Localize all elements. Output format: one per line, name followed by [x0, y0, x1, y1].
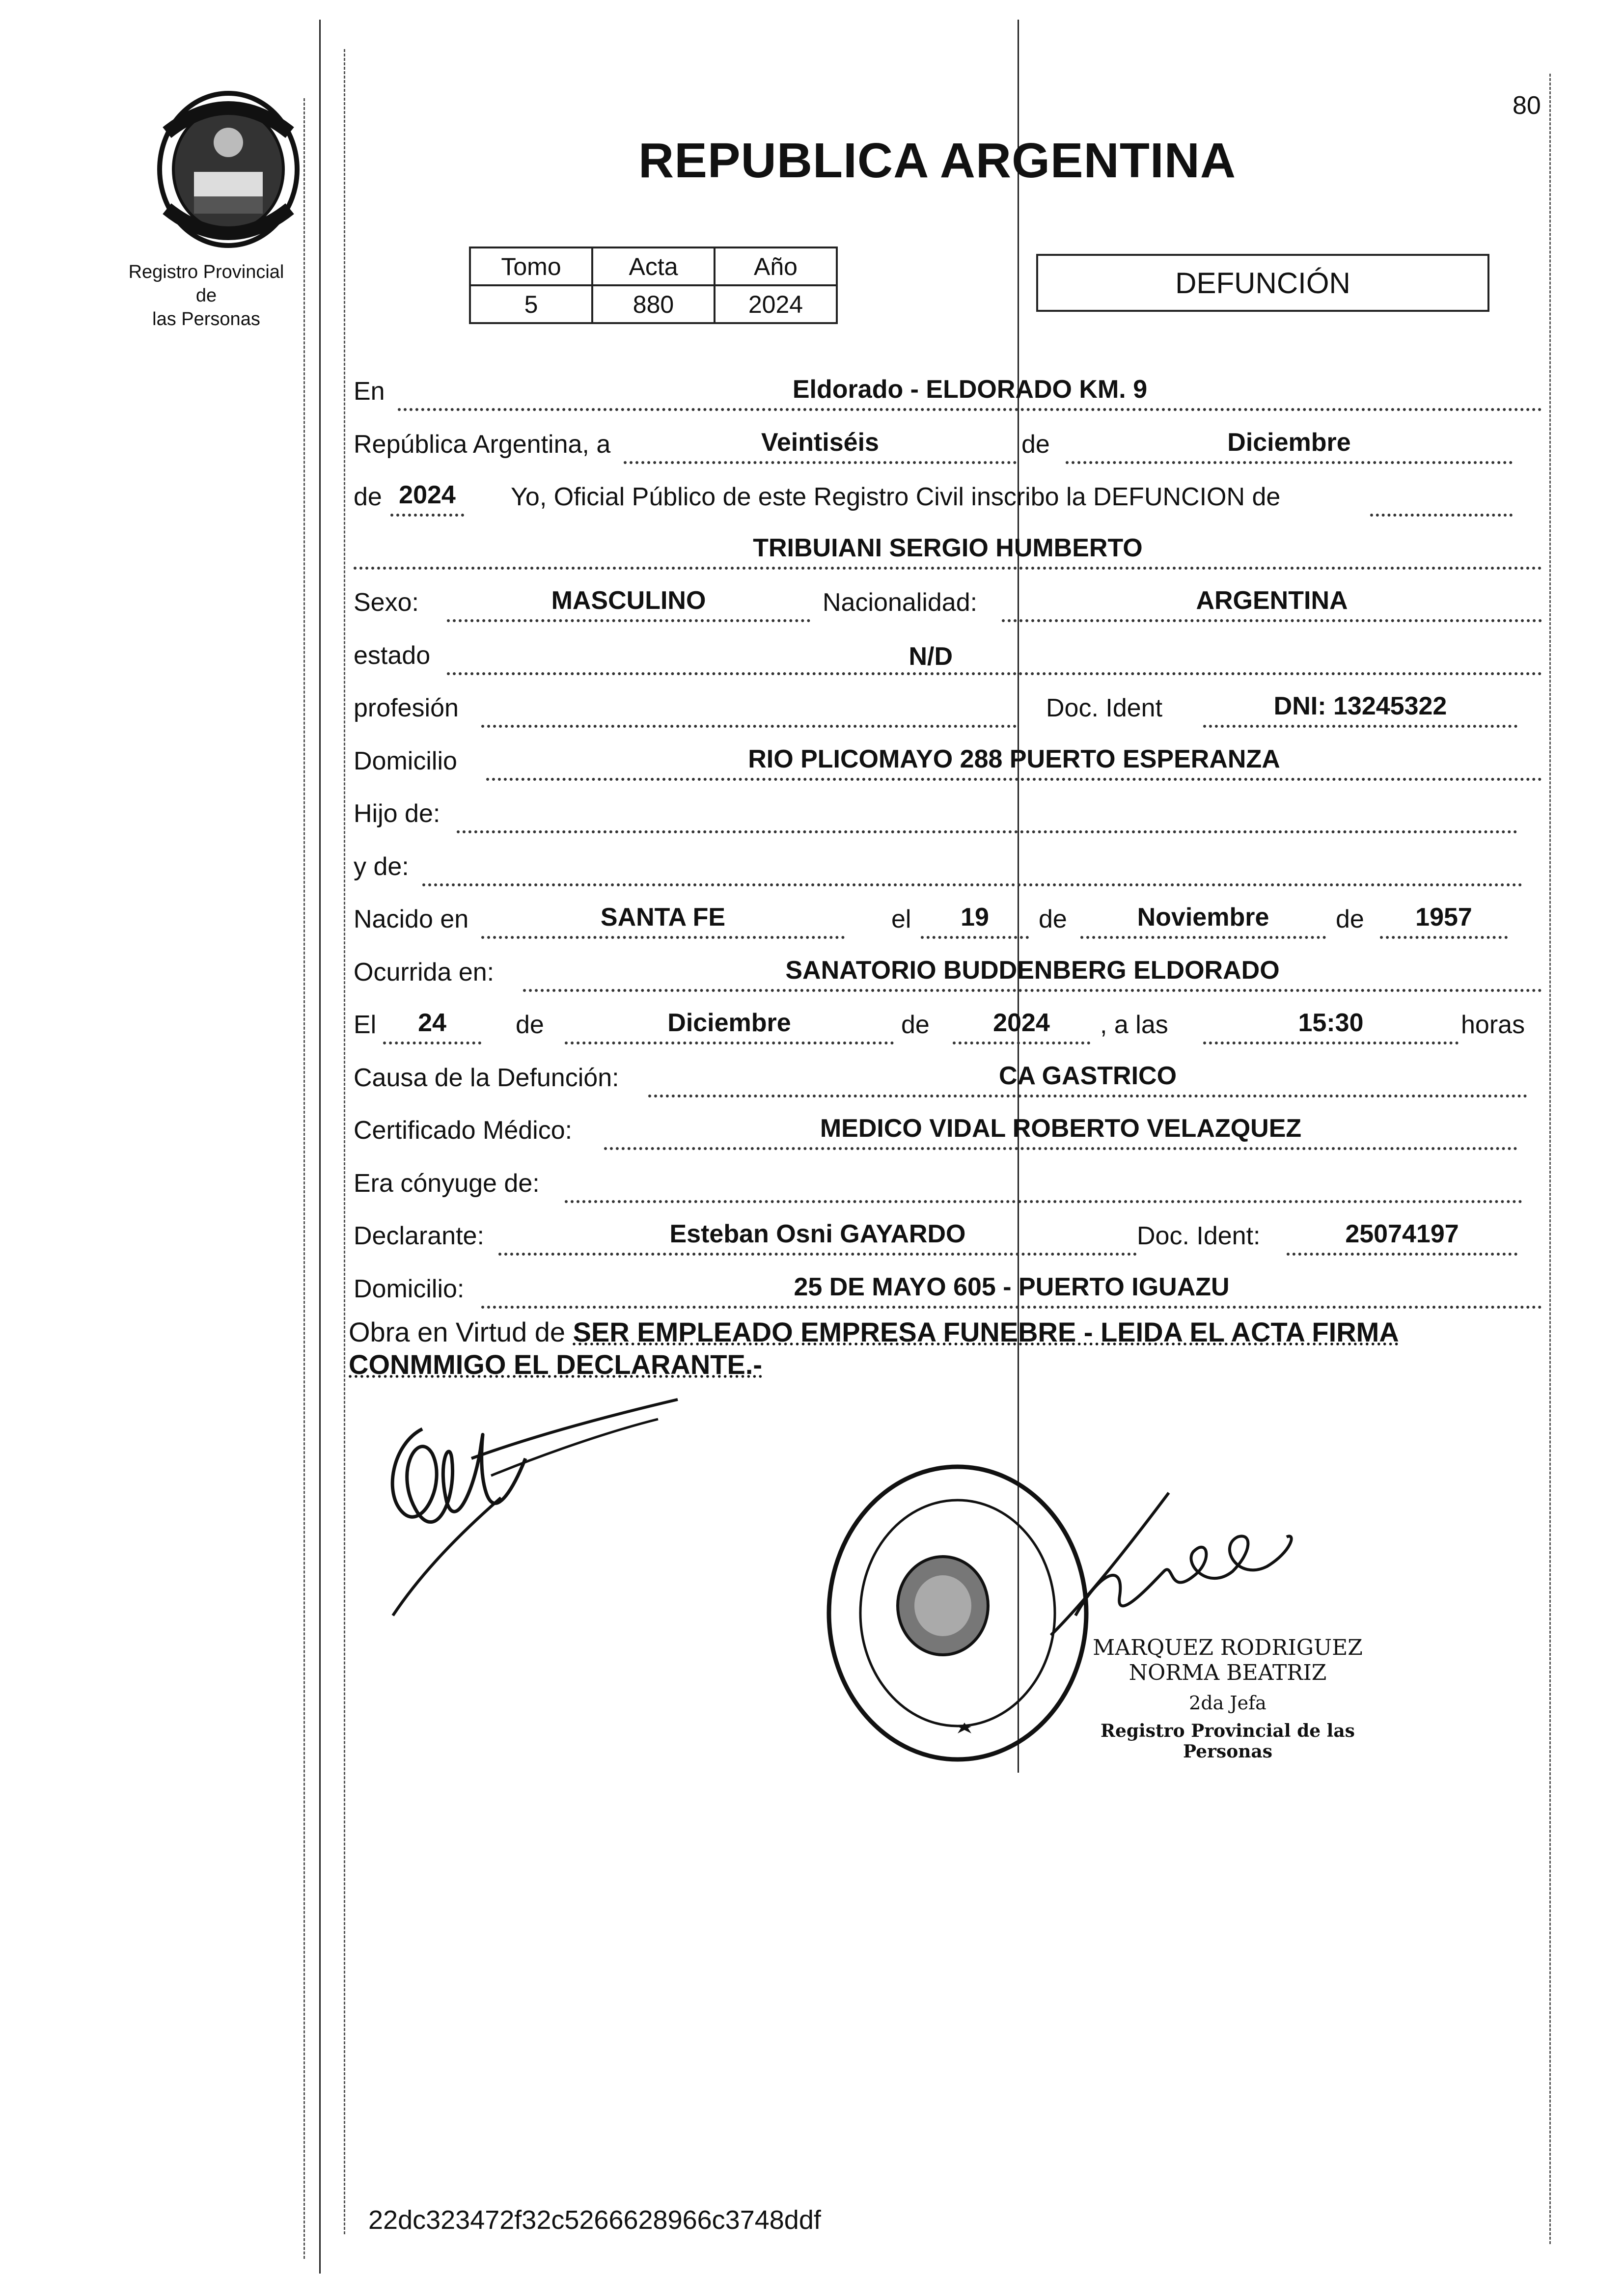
row-conyuge	[349, 1158, 1547, 1207]
field-nacido-mes: Noviembre	[1080, 902, 1326, 939]
label-hijo-de: Hijo de:	[354, 799, 440, 828]
row-oficial	[349, 471, 1547, 521]
misiones-coat-of-arms-logo	[147, 88, 309, 250]
field-conyuge	[565, 1166, 1522, 1203]
label-doc-ident-declarante: Doc. Ident:	[1137, 1222, 1261, 1250]
official-signature-block	[1056, 1635, 1400, 1762]
label-causa: Causa de la Defunción:	[354, 1064, 619, 1092]
label-ocurrida-en: Ocurrida en:	[354, 958, 495, 987]
left-margin-dashed-line-2	[344, 49, 345, 2234]
record-value-tomo: 5	[470, 285, 592, 323]
field-declarante: Esteban Osni GAYARDO	[498, 1218, 1137, 1256]
record-value-acta: 880	[592, 285, 715, 323]
field-doc-ident: DNI: 13245322	[1203, 690, 1517, 728]
label-yo-oficial: Yo, Oficial Público de este Registro Civil inscribo la DEFUNCION de	[511, 483, 1281, 511]
right-margin-dashed-line	[1549, 74, 1551, 2244]
field-estado: N/D	[447, 641, 1542, 675]
field-obra: SER EMPLEADO EMPRESA FUNEBRE - LEIDA EL ACTA FIRMA CONMMIGO EL DECLARANTE.-	[349, 1316, 1399, 1380]
record-table-header-row	[470, 247, 837, 285]
label-conyuge: Era cónyuge de:	[354, 1169, 540, 1198]
registry-label-line2: las Personas	[152, 309, 260, 329]
field-nombre: TRIBUIANI SERGIO HUMBERTO	[354, 532, 1542, 570]
document-hash: 22dc323472f32c5266628966c3748ddf	[368, 2205, 821, 2235]
record-table-value-row	[470, 285, 837, 323]
official-signature	[1046, 1478, 1316, 1640]
record-header-acta: Acta	[592, 247, 715, 285]
official-role: 2da Jefa	[1189, 1692, 1266, 1714]
field-inscribo-blank	[1370, 479, 1513, 517]
label-de-fallecido-anio: de	[901, 1011, 930, 1039]
label-el: El	[354, 1011, 377, 1039]
label-certificado: Certificado Médico:	[354, 1116, 573, 1145]
label-nacido-en: Nacido en	[354, 905, 469, 933]
field-hijo-de	[457, 796, 1517, 833]
label-a-las: , a las	[1100, 1011, 1168, 1039]
field-certificado: MEDICO VIDAL ROBERTO VELAZQUEZ	[604, 1113, 1517, 1150]
left-margin-dashed-line	[303, 98, 305, 2259]
field-declarante-domicilio: 25 DE MAYO 605 - PUERTO IGUAZU	[481, 1271, 1542, 1309]
row-domicilio	[349, 736, 1547, 785]
label-estado: estado	[354, 641, 431, 670]
field-fallecido-mes: Diciembre	[565, 1007, 894, 1044]
label-doc-ident: Doc. Ident	[1046, 694, 1163, 722]
row-domicilio-declarante	[349, 1263, 1547, 1313]
label-de-nacido-anio: de	[1336, 905, 1364, 933]
label-profesion: profesión	[354, 694, 459, 722]
label-nacionalidad: Nacionalidad:	[823, 588, 978, 617]
declarant-signature	[363, 1385, 707, 1640]
record-value-anio: 2024	[715, 285, 837, 323]
row-hijo-de	[349, 788, 1547, 837]
label-domicilio-declarante: Domicilio:	[354, 1275, 465, 1303]
row-lugar	[349, 366, 1547, 415]
official-organization: Registro Provincial de las Personas	[1101, 1721, 1355, 1762]
row-certificado	[349, 1105, 1547, 1154]
label-el-nacido: el	[891, 905, 911, 933]
left-margin-line	[319, 20, 321, 2274]
field-domicilio: RIO PLICOMAYO 288 PUERTO ESPERANZA	[486, 743, 1542, 781]
row-estado	[349, 630, 1547, 679]
obra-en-virtud	[349, 1316, 1537, 1381]
record-header-anio: Año	[715, 247, 837, 285]
label-domicilio: Domicilio	[354, 747, 457, 775]
field-declarante-doc: 25074197	[1287, 1218, 1517, 1256]
field-sexo: MASCULINO	[447, 585, 810, 622]
label-en: En	[354, 377, 385, 406]
field-y-de	[422, 849, 1522, 886]
row-declarante	[349, 1210, 1547, 1260]
row-ocurrida	[349, 947, 1547, 996]
row-fecha	[349, 419, 1547, 468]
label-obra: Obra en Virtud de	[349, 1316, 566, 1347]
row-y-de	[349, 841, 1547, 890]
field-ocurrida-en: SANATORIO BUDDENBERG ELDORADO	[523, 955, 1542, 992]
record-header-tomo: Tomo	[470, 247, 592, 285]
label-de-nacido-mes: de	[1039, 905, 1067, 933]
label-sexo: Sexo:	[354, 588, 419, 617]
row-fallecimiento	[349, 999, 1547, 1048]
page-number: 80	[1513, 91, 1541, 120]
field-anio: 2024	[390, 479, 464, 517]
row-nombre	[349, 524, 1547, 574]
label-horas: horas	[1461, 1011, 1525, 1039]
official-name: MARQUEZ RODRIGUEZ NORMA BEATRIZ	[1093, 1635, 1363, 1685]
field-hora: 15:30	[1203, 1007, 1459, 1044]
label-de-fallecido-mes: de	[516, 1011, 544, 1039]
field-fallecido-anio: 2024	[953, 1007, 1090, 1044]
field-fallecido-dia: 24	[383, 1007, 481, 1044]
field-dia: Veintiséis	[624, 427, 1017, 464]
row-causa	[349, 1052, 1547, 1101]
field-lugar: Eldorado - ELDORADO KM. 9	[398, 374, 1542, 411]
field-nacido-en: SANTA FE	[481, 902, 845, 939]
field-mes: Diciembre	[1066, 427, 1513, 464]
row-profesion	[349, 683, 1547, 732]
row-sexo	[349, 577, 1547, 626]
field-causa: CA GASTRICO	[648, 1060, 1527, 1097]
registry-label-line1: Registro Provincial de	[128, 262, 284, 306]
label-de-anio: de	[354, 483, 382, 511]
document-type-box: DEFUNCIÓN	[1036, 254, 1489, 312]
registry-label	[123, 260, 290, 331]
page-title: REPUBLICA ARGENTINA	[638, 133, 1237, 188]
label-de: de	[1021, 430, 1050, 459]
field-nacido-dia: 19	[921, 902, 1029, 939]
row-nacido	[349, 894, 1547, 943]
field-profesion	[481, 690, 1017, 728]
field-nacionalidad: ARGENTINA	[1002, 585, 1542, 622]
field-nacido-anio: 1957	[1380, 902, 1508, 939]
label-y-de: y de:	[354, 852, 409, 881]
label-republica: República Argentina, a	[354, 430, 611, 459]
label-declarante: Declarante:	[354, 1222, 484, 1250]
record-table	[469, 247, 838, 324]
